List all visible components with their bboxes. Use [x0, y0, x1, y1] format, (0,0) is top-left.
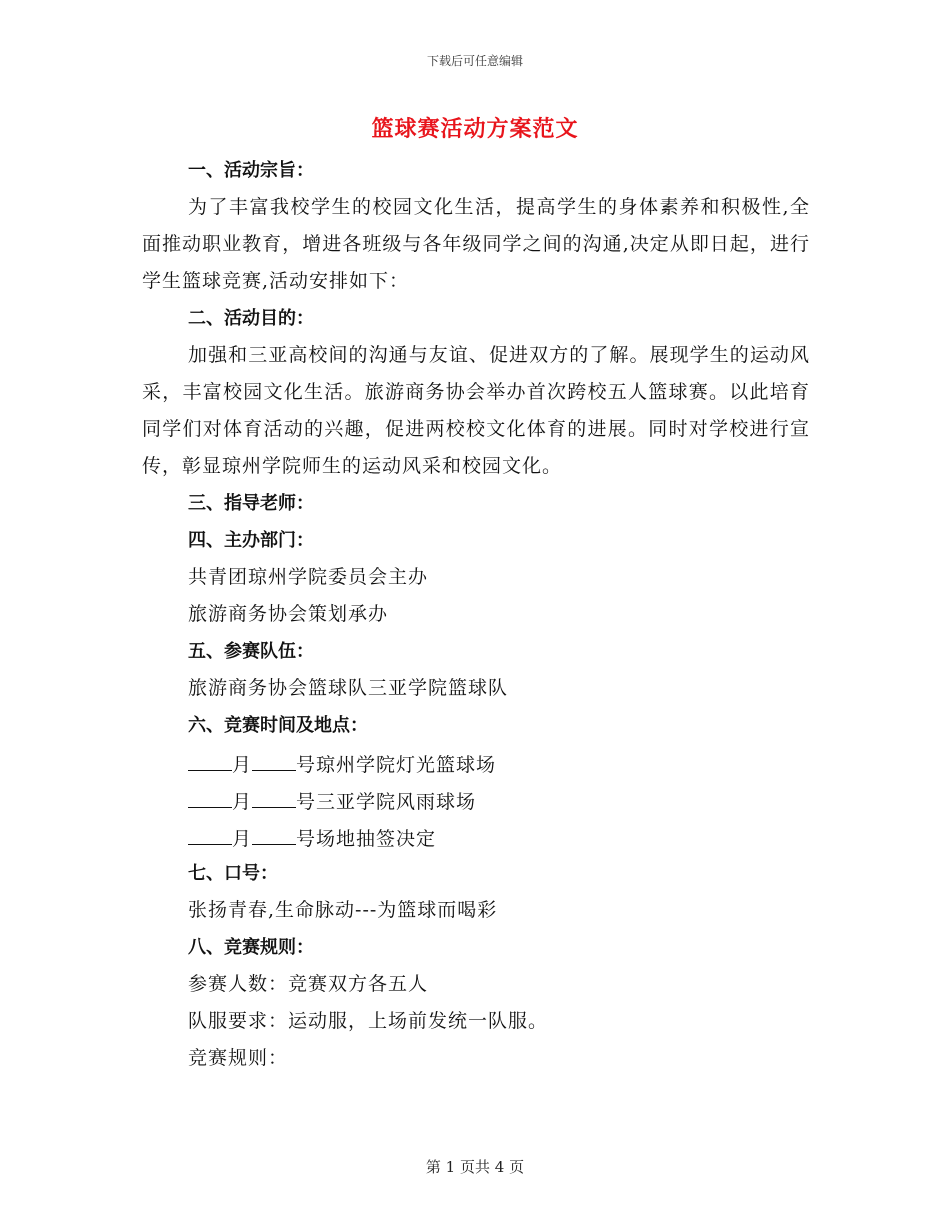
month-blank: [188, 744, 232, 771]
rule-line-rules: 竞赛规则：: [188, 1047, 289, 1069]
month-blank: [188, 781, 232, 808]
schedule-line: [142, 781, 810, 818]
page-header: 下载后可任意编辑: [426, 54, 523, 68]
month-blank: [188, 818, 232, 845]
document-body: [142, 152, 810, 1077]
schedule-line: [142, 818, 810, 855]
section-heading-organizer: 四、主办部门：: [188, 530, 314, 551]
section-heading-advisor: 三、指导老师：: [188, 493, 314, 514]
page-footer: 第 1 页共 4 页: [425, 1158, 525, 1176]
schedule-venue: 号三亚学院风雨球场: [296, 791, 477, 813]
organizer-line-host: 共青团琼州学院委员会主办: [188, 566, 429, 588]
organizer-line-planner: 旅游商务协会策划承办: [188, 603, 389, 625]
rule-line-uniform: 队服要求：运动服，上场前发统一队服。: [188, 1010, 549, 1032]
section-heading-schedule: 六、竞赛时间及地点：: [188, 715, 368, 736]
day-blank: [252, 744, 296, 771]
schedule-venue: 号琼州学院灯光篮球场: [296, 754, 497, 776]
day-blank: [252, 818, 296, 845]
schedule-venue: 号场地抽签决定: [296, 828, 437, 850]
goal-paragraph: 加强和三亚高校间的沟通与友谊、促进双方的了解。展现学生的运动风采，丰富校园文化生活。旅游商务协会举办首次跨校五人篮球赛。以此培育同学们对体育活动的兴趣，促进两校校文化体育的进展。同时对学校进行宣传，彰显琼州学院师生的运动风采和校园文化。: [142, 344, 810, 477]
day-blank: [252, 781, 296, 808]
month-label: 月: [232, 791, 253, 813]
month-label: 月: [232, 828, 253, 850]
teams-line: 旅游商务协会篮球队三亚学院篮球队: [188, 677, 509, 699]
month-label: 月: [232, 754, 253, 776]
section-heading-purpose: 一、活动宗旨：: [188, 160, 314, 181]
document-title: 篮球赛活动方案范文: [371, 116, 579, 142]
section-heading-rules: 八、竞赛规则：: [188, 937, 314, 958]
schedule-line: [142, 744, 810, 781]
slogan-line: 张扬青春,生命脉动---为篮球而喝彩: [188, 899, 498, 921]
purpose-paragraph: 为了丰富我校学生的校园文化生活，提高学生的身体素养和积极性,全面推动职业教育，增进各班级与各年级同学之间的沟通,决定从即日起，进行学生篮球竞赛,活动安排如下：: [142, 196, 810, 292]
section-heading-slogan: 七、口号：: [188, 863, 278, 884]
section-heading-teams: 五、参赛队伍：: [188, 641, 314, 662]
rule-line-players: 参赛人数：竞赛双方各五人: [188, 973, 429, 995]
section-heading-goal: 二、活动目的：: [188, 308, 314, 329]
